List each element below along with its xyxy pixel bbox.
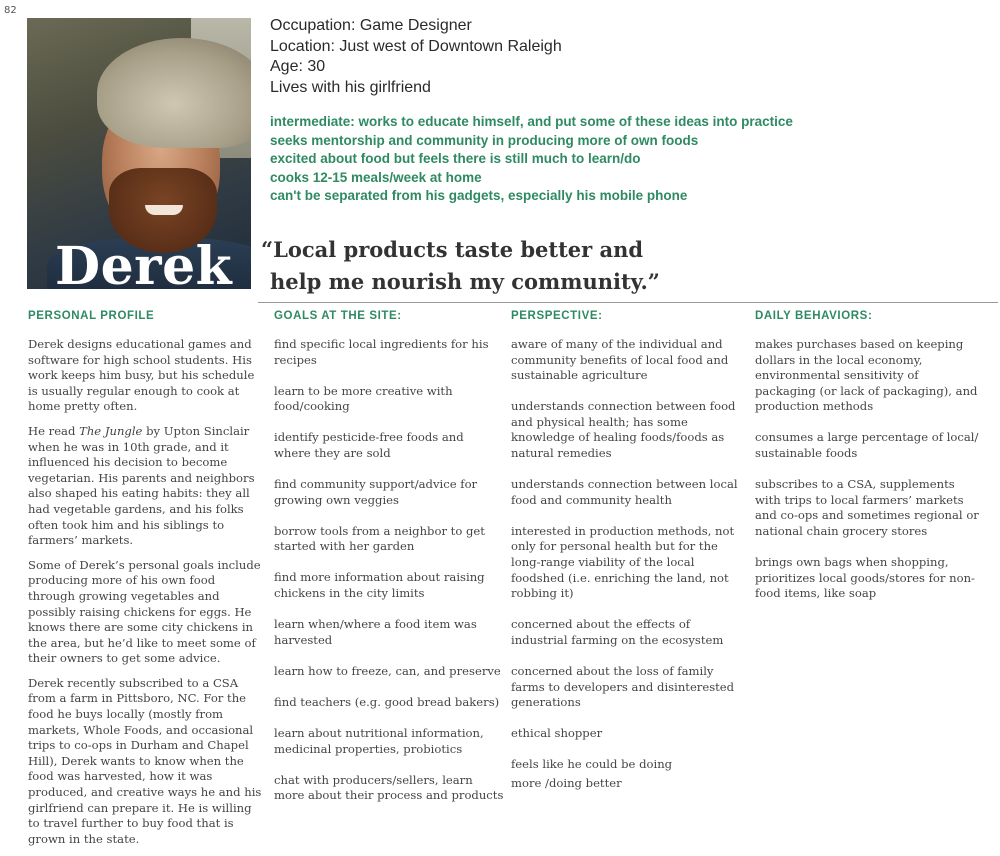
quote-line: help me nourish my community.”	[270, 269, 660, 294]
column-heading: GOALS AT THE SITE:	[274, 310, 402, 322]
perspective-item: interested in production methods, not only for personal health but for the long-range viability of the local foodshed (i.e. enriching the land, not robbing it)	[511, 523, 735, 601]
page-number: 82	[4, 5, 17, 16]
column-heading: PERSPECTIVE:	[511, 310, 603, 322]
book-title: The Jungle	[79, 423, 143, 438]
persona-photo	[27, 18, 251, 289]
profile-paragraph: Derek designs educational games and software for high school students. His work keeps him busy, but his schedule is usually regular enough to cook at home pretty often.	[28, 337, 255, 414]
goal-item: find specific local ingredients for his recipes	[274, 337, 489, 367]
trait: excited about food but feels there is still much to learn/do	[270, 151, 641, 167]
trait: can't be separated from his gadgets, especially his mobile phone	[270, 188, 688, 204]
goal-item: find community support/advice for growing own veggies	[274, 477, 478, 507]
behavior-item: consumes a large percentage of local/ sustainable foods	[755, 430, 979, 461]
perspective-item: concerned about the effects of industrial farming on the ecosystem	[511, 617, 724, 647]
persona-quote	[261, 234, 660, 298]
goal-item: learn to be more creative with food/cooking	[274, 383, 453, 414]
profile-paragraph: Some of Derek’s personal goals include producing more of his own food through growing vegetables and possibly raising chickens for eggs. He knows there are some city chickens in the area, but he’d like to meet some of their owners to get some advice.	[28, 557, 261, 666]
trait: cooks 12-15 meals/week at home	[270, 169, 482, 185]
goal-item: find more information about raising chickens in the city limits	[274, 570, 485, 601]
perspective-item: understands connection between local food and community health	[511, 477, 738, 507]
perspective-item: more /doing better	[511, 775, 622, 790]
fact-location: Location: Just west of Downtown Raleigh	[270, 37, 562, 55]
goal-item: borrow tools from a neighbor to get started with her garden	[274, 523, 485, 554]
column-heading: DAILY BEHAVIORS:	[755, 310, 873, 322]
perspective-item: ethical shopper	[511, 726, 603, 741]
goals-column	[274, 308, 504, 819]
personal-profile-column	[28, 308, 264, 856]
fact-occupation: Occupation: Game Designer	[270, 17, 472, 34]
persona-facts	[270, 16, 562, 98]
behavior-item: makes purchases based on keeping dollars in the local economy, environmental sensitivity of packaging (or lack of packaging), and production methods	[755, 337, 978, 414]
behavior-item: brings own bags when shopping, prioritizes local goods/stores for non-food items, like soap	[755, 555, 975, 601]
goal-item: learn about nutritional information, medicinal properties, probiotics	[274, 726, 484, 756]
profile-paragraph: Derek recently subscribed to a CSA from a farm in Pittsboro, NC. For the food he buys locally (mostly from markets, Whole Foods, and occasional trips to co-ops in Durham and Chapel Hill), Derek wants to know when the food was harvested, how it was produced, and creative ways he and his girlfriend can prepare it. He is willing to travel further to buy food that is grown in the state.	[28, 675, 262, 846]
quote-line: “Local products taste better and	[261, 237, 644, 262]
perspective-item: understands connection between food and physical health; has some knowledge of healing foods/foods as natural remedies	[511, 399, 736, 461]
column-heading: PERSONAL PROFILE	[28, 310, 155, 322]
goal-item: identify pesticide-free foods and where they are sold	[274, 430, 464, 460]
fact-living: Lives with his girlfriend	[270, 78, 431, 96]
fact-age: Age: 30	[270, 58, 326, 75]
profile-paragraph: He read The Jungle by Upton Sinclair when he was in 10th grade, and it influenced his decision to become vegetarian. His parents and neighbors also shaped his eating habits: they all had vegetable gardens, and his folks often took him and his siblings to farmers’ markets.	[28, 423, 255, 548]
persona-name: Derek	[55, 236, 233, 289]
trait: seeks mentorship and community in producing more of own foods	[270, 132, 699, 148]
section-divider	[258, 302, 998, 303]
perspective-item: feels like he could be doing	[511, 757, 673, 772]
goal-item: learn how to freeze, can, and preserve	[274, 663, 501, 678]
goal-item: learn when/where a food item was harvested	[274, 617, 477, 647]
goal-item: find teachers (e.g. good bread bakers)	[274, 694, 500, 709]
behavior-item: subscribes to a CSA, supplements with trips to local farmers’ markets and co-ops and sometimes regional or national chain grocery stores	[755, 477, 979, 538]
goal-item: chat with producers/sellers, learn more about their process and products	[274, 772, 504, 803]
perspective-column	[511, 308, 743, 807]
persona-traits	[270, 113, 793, 206]
trait: intermediate: works to educate himself, and put some of these ideas into practice	[270, 114, 793, 129]
perspective-item: concerned about the loss of family farms to developers and disinterested generations	[511, 664, 735, 710]
daily-behaviors-column	[755, 308, 980, 617]
perspective-item: aware of many of the individual and community benefits of local food and sustainable agriculture	[511, 337, 729, 383]
